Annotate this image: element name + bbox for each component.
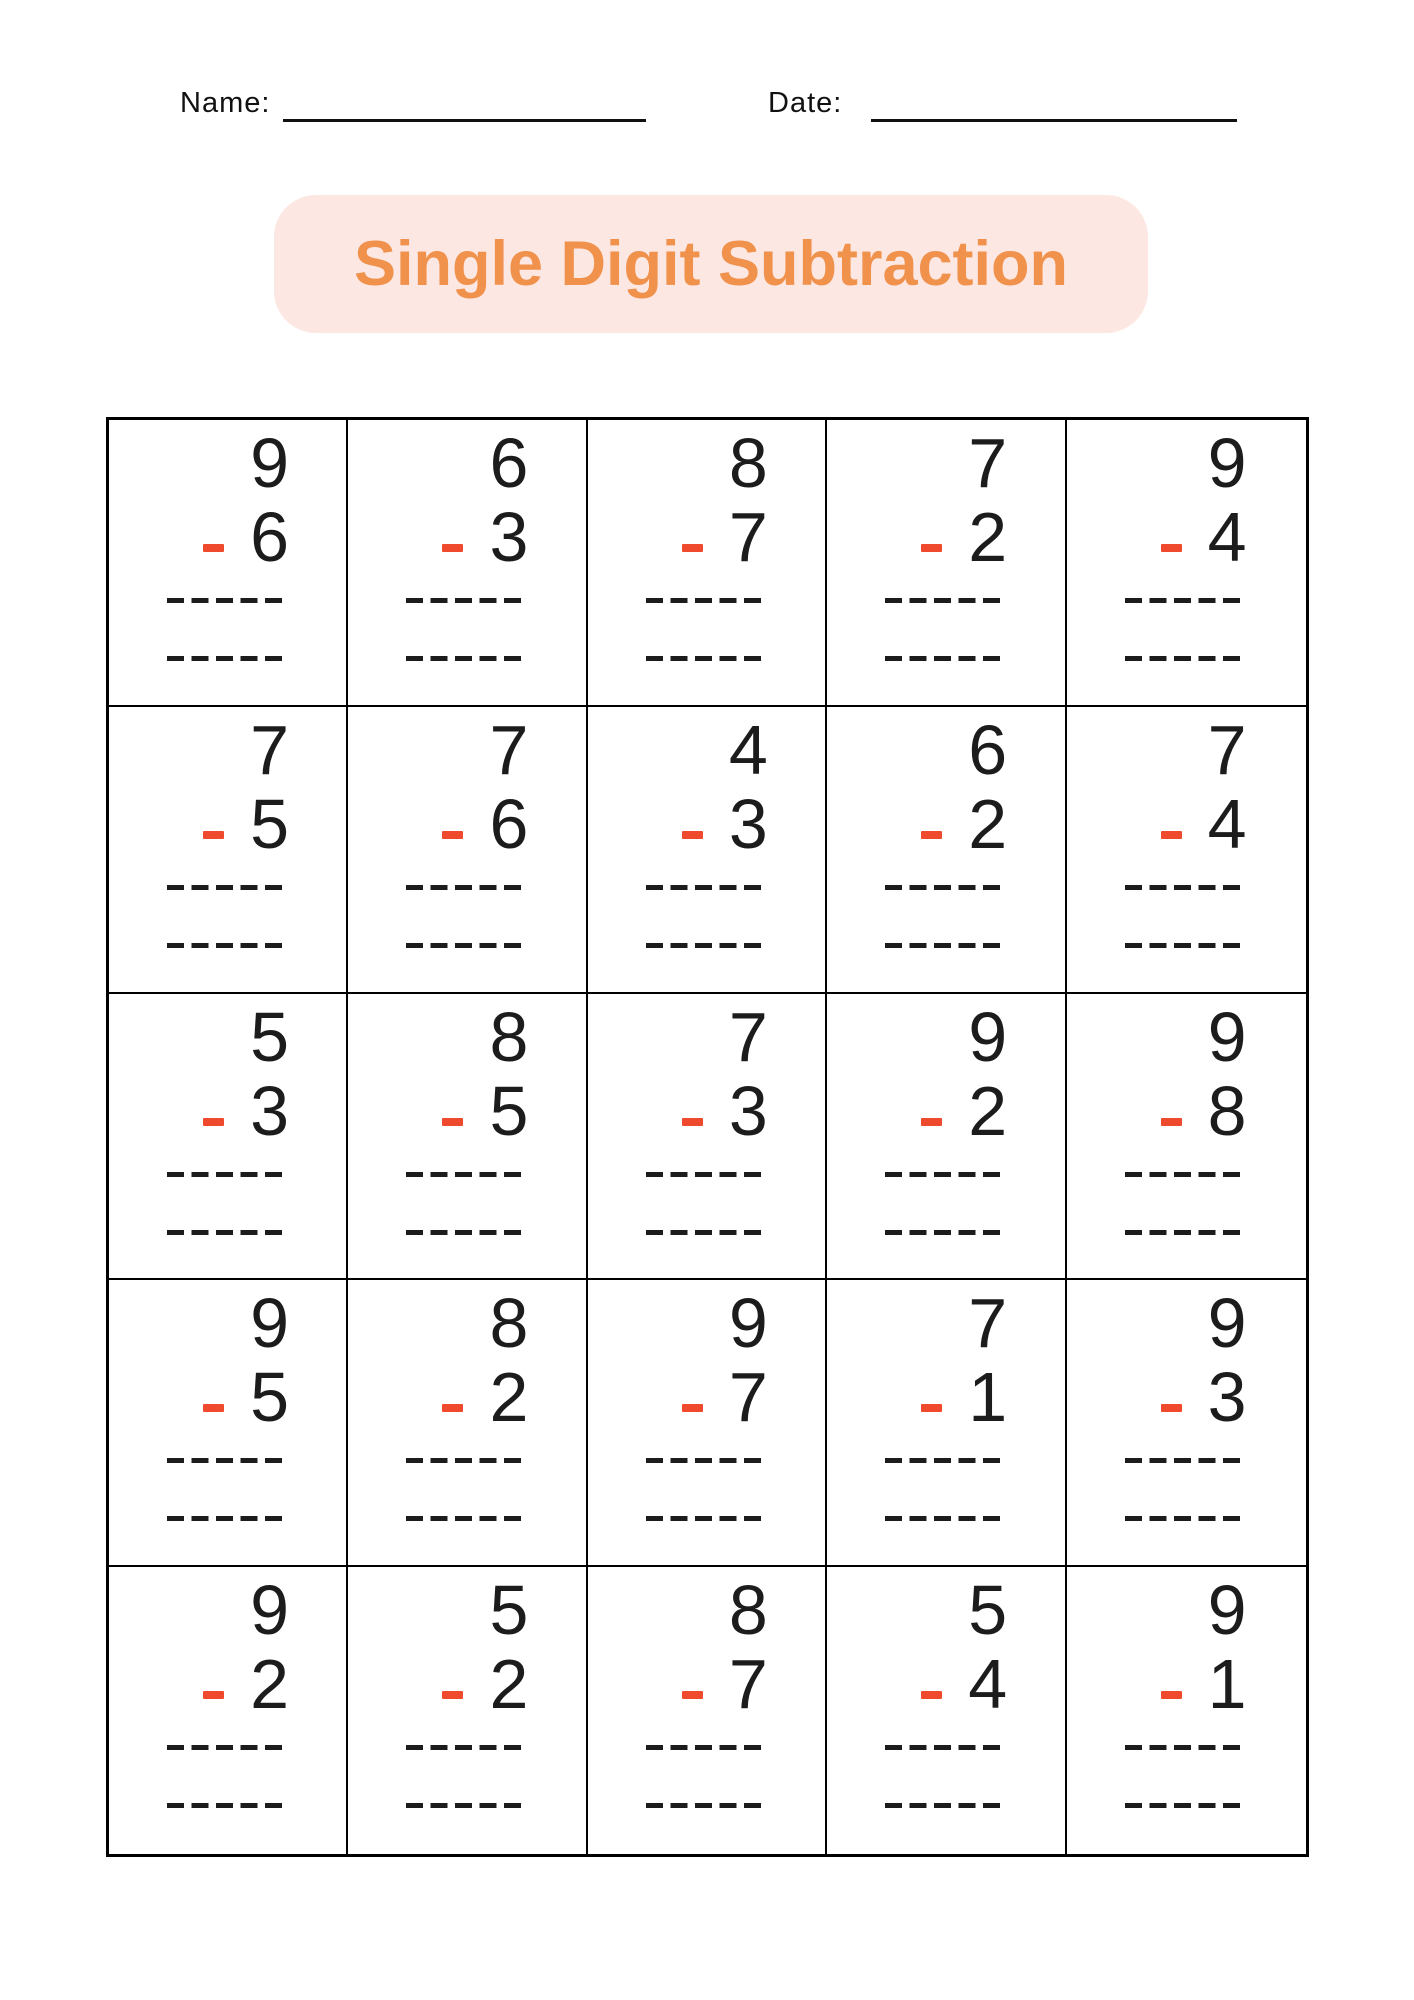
answer-line-1[interactable] [1125, 1172, 1247, 1177]
subtrahend: 7 [728, 1645, 768, 1724]
subtrahend: 6 [250, 498, 289, 576]
date-label: Date: [768, 87, 843, 119]
answer-line-1[interactable] [646, 598, 768, 603]
subtraction-problem [167, 420, 289, 661]
answer-line-1[interactable] [167, 1745, 289, 1750]
subtraction-problem [406, 1280, 528, 1521]
answer-line-2[interactable] [406, 943, 528, 948]
answer-line-2[interactable] [1125, 1230, 1247, 1235]
subtrahend: 8 [1207, 1071, 1247, 1150]
answer-line-1[interactable] [1125, 885, 1247, 890]
subtraction-problem [646, 994, 768, 1235]
subtrahend: 2 [968, 1071, 1008, 1150]
name-label: Name: [180, 87, 271, 119]
problem-cell [109, 420, 348, 707]
problem-cell [827, 420, 1066, 707]
minuend: 7 [489, 710, 529, 789]
subtraction-problem [406, 994, 528, 1235]
subtrahend-row [885, 1071, 1008, 1150]
minuend: 9 [250, 424, 289, 502]
minuend: 5 [250, 997, 289, 1076]
subtraction-problem [167, 707, 289, 948]
minuend: 6 [489, 424, 529, 502]
answer-line-1[interactable] [885, 1172, 1007, 1177]
minuend: 7 [250, 710, 289, 789]
answer-line-1[interactable] [646, 885, 768, 890]
answer-line-1[interactable] [646, 1745, 768, 1750]
subtrahend: 2 [968, 498, 1008, 576]
subtrahend: 3 [728, 784, 768, 863]
problem-cell [588, 1280, 827, 1567]
problem-cell [109, 1567, 348, 1854]
answer-line-2[interactable] [885, 1516, 1007, 1521]
problem-cell [588, 994, 827, 1281]
subtrahend-row [167, 1645, 289, 1724]
subtrahend: 7 [728, 498, 768, 576]
subtraction-problem [885, 707, 1007, 948]
subtrahend-row [885, 1358, 1008, 1437]
title-banner [274, 195, 1148, 333]
minus-icon [682, 1404, 703, 1412]
subtrahend-row [1125, 1358, 1247, 1437]
answer-line-1[interactable] [167, 1172, 289, 1177]
subtraction-problem [1125, 994, 1247, 1235]
subtrahend: 3 [489, 498, 529, 576]
minuend: 9 [1207, 1284, 1247, 1363]
subtrahend-row [406, 500, 528, 574]
answer-line-2[interactable] [885, 1230, 1007, 1235]
answer-line-1[interactable] [885, 598, 1007, 603]
minuend: 9 [250, 1571, 289, 1650]
minus-icon [682, 1691, 703, 1699]
answer-line-2[interactable] [885, 656, 1007, 661]
minus-icon [921, 544, 942, 552]
page-title: Single Digit Subtraction [353, 229, 1068, 299]
problem-cell [827, 707, 1066, 994]
subtrahend: 1 [1207, 1645, 1247, 1724]
subtrahend-row [406, 784, 529, 863]
minuend: 7 [968, 424, 1008, 502]
answer-line-1[interactable] [406, 885, 528, 890]
minus-icon [203, 831, 224, 839]
answer-line-2[interactable] [646, 1516, 768, 1521]
subtrahend-row [167, 1358, 289, 1437]
problem-cell [827, 1280, 1066, 1567]
answer-line-2[interactable] [646, 1803, 768, 1808]
date-fill-line[interactable] [871, 119, 1237, 122]
answer-line-2[interactable] [1125, 943, 1247, 948]
minus-icon [1161, 1118, 1182, 1126]
subtraction-problem [1125, 420, 1247, 661]
answer-line-2[interactable] [1125, 1516, 1247, 1521]
answer-line-2[interactable] [406, 1803, 528, 1808]
subtrahend-row [406, 1645, 529, 1724]
minuend: 4 [728, 710, 768, 789]
minuend: 9 [1207, 424, 1247, 502]
answer-line-2[interactable] [646, 943, 768, 948]
answer-line-1[interactable] [167, 885, 289, 890]
minuend: 6 [968, 710, 1008, 789]
answer-line-1[interactable] [1125, 598, 1247, 603]
subtrahend: 3 [250, 1071, 289, 1150]
subtraction-problem [646, 707, 768, 948]
answer-line-2[interactable] [885, 943, 1007, 948]
answer-line-1[interactable] [885, 1745, 1007, 1750]
answer-line-2[interactable] [885, 1803, 1007, 1808]
answer-line-2[interactable] [167, 656, 289, 661]
subtraction-problem [1125, 707, 1247, 948]
subtrahend-row [406, 1071, 529, 1150]
problem-cell [348, 994, 587, 1281]
subtraction-problem [406, 1567, 528, 1808]
minus-icon [203, 1118, 224, 1126]
problem-cell [348, 707, 587, 994]
minus-icon [442, 1404, 463, 1412]
problem-cell [827, 1567, 1066, 1854]
subtrahend: 4 [1207, 784, 1247, 863]
problem-cell [1067, 1567, 1306, 1854]
problem-cell [588, 420, 827, 707]
subtrahend: 2 [489, 1358, 529, 1437]
subtrahend: 5 [250, 1358, 289, 1437]
subtrahend-row [885, 1645, 1008, 1724]
subtrahend: 2 [968, 784, 1008, 863]
minus-icon [442, 1118, 463, 1126]
subtrahend: 4 [1207, 498, 1247, 576]
answer-line-2[interactable] [406, 1230, 528, 1235]
answer-line-1[interactable] [885, 1458, 1007, 1463]
subtrahend-row [646, 1358, 768, 1437]
subtrahend: 5 [250, 784, 289, 863]
subtraction-problem [646, 420, 768, 661]
subtraction-problem [885, 1280, 1007, 1521]
minus-icon [1161, 1691, 1182, 1699]
answer-line-1[interactable] [646, 1458, 768, 1463]
subtrahend-row [646, 1071, 768, 1150]
minus-icon [921, 831, 942, 839]
subtrahend-row [1125, 500, 1247, 574]
answer-line-2[interactable] [1125, 656, 1247, 661]
subtraction-problem [1125, 1280, 1247, 1521]
answer-line-1[interactable] [1125, 1458, 1247, 1463]
answer-line-2[interactable] [167, 1230, 289, 1235]
answer-line-1[interactable] [167, 1458, 289, 1463]
subtrahend-row [1125, 784, 1247, 863]
minuend: 5 [489, 1571, 529, 1650]
problem-cell [348, 1567, 587, 1854]
subtrahend-row [167, 1071, 289, 1150]
problem-cell [109, 707, 348, 994]
minuend: 9 [1207, 1571, 1247, 1650]
subtrahend-row [646, 500, 768, 574]
subtrahend: 6 [489, 784, 529, 863]
subtrahend-row [646, 784, 768, 863]
subtrahend-row [1125, 1071, 1247, 1150]
answer-line-2[interactable] [406, 656, 528, 661]
minus-icon [442, 544, 463, 552]
subtraction-problem [167, 1567, 289, 1808]
subtraction-problem [885, 420, 1007, 661]
minuend: 9 [1207, 997, 1247, 1076]
problem-cell [588, 707, 827, 994]
subtraction-problem [167, 1280, 289, 1521]
subtrahend: 2 [250, 1645, 289, 1724]
subtraction-problem [885, 1567, 1007, 1808]
minuend: 8 [728, 424, 768, 502]
minus-icon [682, 1118, 703, 1126]
minuend: 8 [489, 997, 529, 1076]
minuend: 5 [968, 1571, 1008, 1650]
minus-icon [203, 1691, 224, 1699]
answer-line-2[interactable] [167, 1516, 289, 1521]
minus-icon [1161, 831, 1182, 839]
problem-grid [106, 417, 1309, 1857]
subtrahend-row [167, 784, 289, 863]
minuend: 9 [728, 1284, 768, 1363]
subtrahend-row [885, 500, 1007, 574]
answer-line-1[interactable] [406, 1745, 528, 1750]
subtraction-problem [167, 994, 289, 1235]
answer-line-2[interactable] [406, 1516, 528, 1521]
answer-line-1[interactable] [406, 598, 528, 603]
problem-cell [1067, 420, 1306, 707]
minuend: 8 [489, 1284, 529, 1363]
minuend: 7 [728, 997, 768, 1076]
minus-icon [203, 1404, 224, 1412]
problem-cell [109, 1280, 348, 1567]
subtrahend-row [406, 1358, 529, 1437]
name-fill-line[interactable] [283, 119, 646, 122]
minus-icon [921, 1118, 942, 1126]
answer-line-1[interactable] [1125, 1745, 1247, 1750]
answer-line-2[interactable] [646, 1230, 768, 1235]
answer-line-2[interactable] [646, 656, 768, 661]
minuend: 7 [968, 1284, 1008, 1363]
minus-icon [203, 544, 224, 552]
subtraction-problem [1125, 1567, 1247, 1808]
subtrahend: 7 [728, 1358, 768, 1437]
subtraction-problem [406, 420, 528, 661]
minus-icon [1161, 1404, 1182, 1412]
answer-line-2[interactable] [167, 1803, 289, 1808]
subtrahend: 5 [489, 1071, 529, 1150]
subtrahend-row [885, 784, 1008, 863]
minus-icon [682, 544, 703, 552]
subtrahend-row [646, 1645, 768, 1724]
minus-icon [682, 831, 703, 839]
subtraction-problem [885, 994, 1007, 1235]
subtrahend: 4 [968, 1645, 1008, 1724]
answer-line-1[interactable] [406, 1458, 528, 1463]
answer-line-1[interactable] [646, 1172, 768, 1177]
answer-line-1[interactable] [885, 885, 1007, 890]
minus-icon [921, 1404, 942, 1412]
minuend: 7 [1207, 710, 1247, 789]
subtrahend-row [1125, 1645, 1247, 1724]
subtrahend: 1 [968, 1358, 1008, 1437]
minus-icon [442, 1691, 463, 1699]
problem-cell [348, 1280, 587, 1567]
minus-icon [442, 831, 463, 839]
subtraction-problem [646, 1280, 768, 1521]
subtrahend-row [167, 500, 289, 574]
minuend: 9 [968, 997, 1008, 1076]
problem-cell [827, 994, 1066, 1281]
minuend: 8 [728, 1571, 768, 1650]
answer-line-2[interactable] [1125, 1803, 1247, 1808]
subtrahend: 3 [728, 1071, 768, 1150]
subtrahend: 3 [1207, 1358, 1247, 1437]
subtrahend: 2 [489, 1645, 529, 1724]
problem-cell [348, 420, 587, 707]
problem-cell [1067, 1280, 1306, 1567]
problem-cell [1067, 707, 1306, 994]
minus-icon [921, 1691, 942, 1699]
problem-cell [588, 1567, 827, 1854]
problem-cell [1067, 994, 1306, 1281]
problem-cell [109, 994, 348, 1281]
answer-line-1[interactable] [167, 598, 289, 603]
answer-line-1[interactable] [406, 1172, 528, 1177]
subtraction-problem [646, 1567, 768, 1808]
minuend: 9 [250, 1284, 289, 1363]
minus-icon [1161, 544, 1182, 552]
answer-line-2[interactable] [167, 943, 289, 948]
subtraction-problem [406, 707, 528, 948]
